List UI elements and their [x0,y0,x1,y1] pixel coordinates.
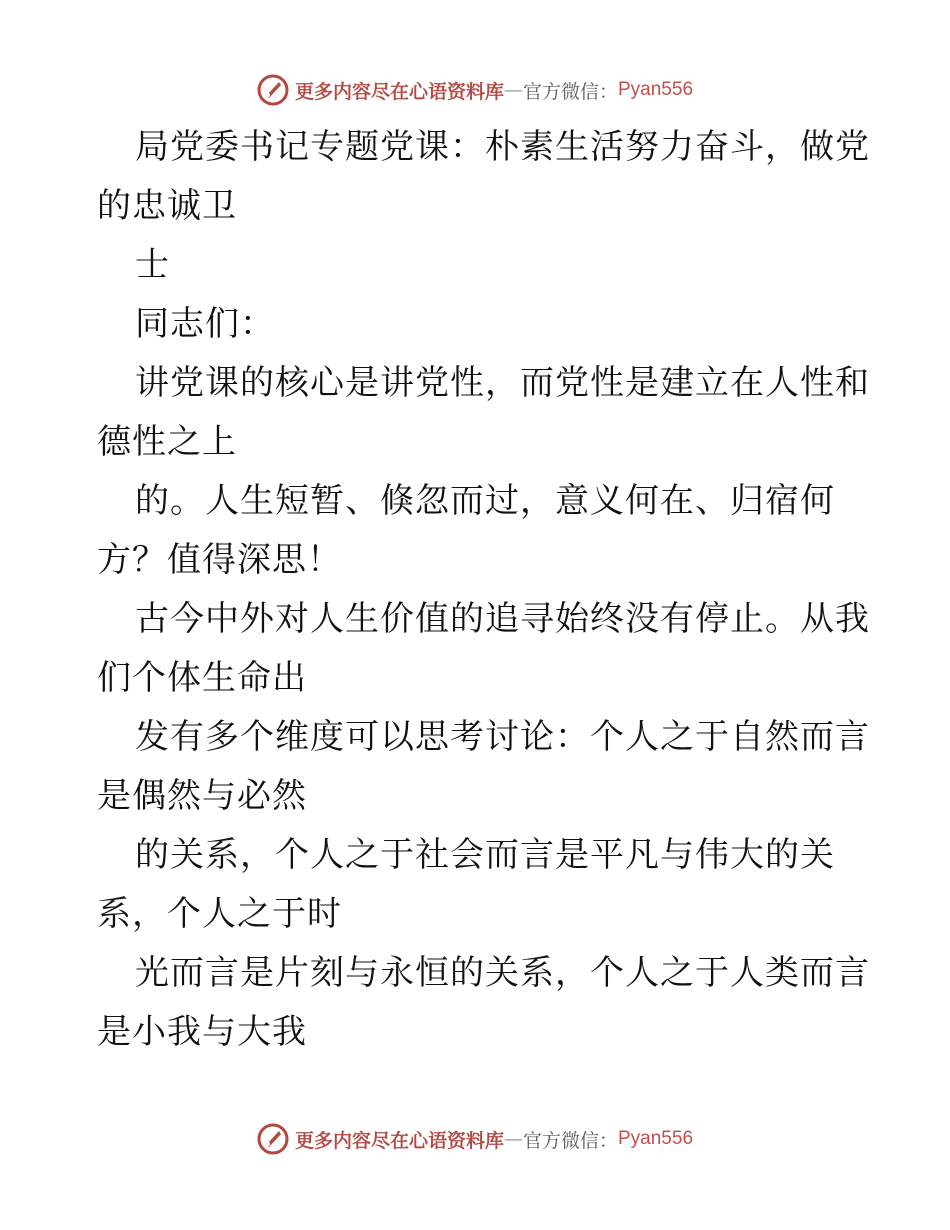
text-line: 发有多个维度可以思考讨论：个人之于自然而言 [135,717,870,757]
text-line: 士 [135,245,170,285]
banner-wechat-label: 官方微信： [522,80,618,103]
text-line: 同志们： [135,304,275,344]
banner-wechat-id: Pyan556 [618,79,694,100]
header-banner [0,70,950,110]
footer-banner [0,1119,950,1159]
banner-dash: — [503,79,523,101]
text-line: 们个体生命出 [97,658,307,698]
banner-wechat-id: Pyan556 [618,1128,694,1149]
text-line: 是小我与大我 [97,1012,307,1052]
text-line: 系，个人之于时 [97,894,342,934]
banner-wechat-label: 官方微信： [522,1129,618,1152]
text-line: 方？值得深思！ [97,540,342,580]
text-line: 古今中外对人生价值的追寻始终没有停止。从我 [135,599,870,639]
quill-logo-icon [257,1123,289,1155]
quill-logo-icon [257,74,289,106]
document-body [97,118,870,1062]
banner-main-text: 更多内容尽在心语资料库 [294,80,504,103]
text-line: 德性之上 [97,422,237,462]
text-line: 讲党课的核心是讲党性，而党性是建立在人性和 [135,363,870,403]
text-line: 局党委书记专题党课：朴素生活努力奋斗，做党 [135,127,870,167]
text-line: 光而言是片刻与永恒的关系，个人之于人类而言 [135,953,870,993]
text-line: 的。人生短暂、倏忽而过，意义何在、归宿何 [135,481,835,521]
banner-dash: — [503,1128,523,1150]
text-line: 是偶然与必然 [97,776,307,816]
banner-main-text: 更多内容尽在心语资料库 [294,1129,504,1152]
text-line: 的关系，个人之于社会而言是平凡与伟大的关 [135,835,835,875]
text-line: 的忠诚卫 [97,186,237,226]
